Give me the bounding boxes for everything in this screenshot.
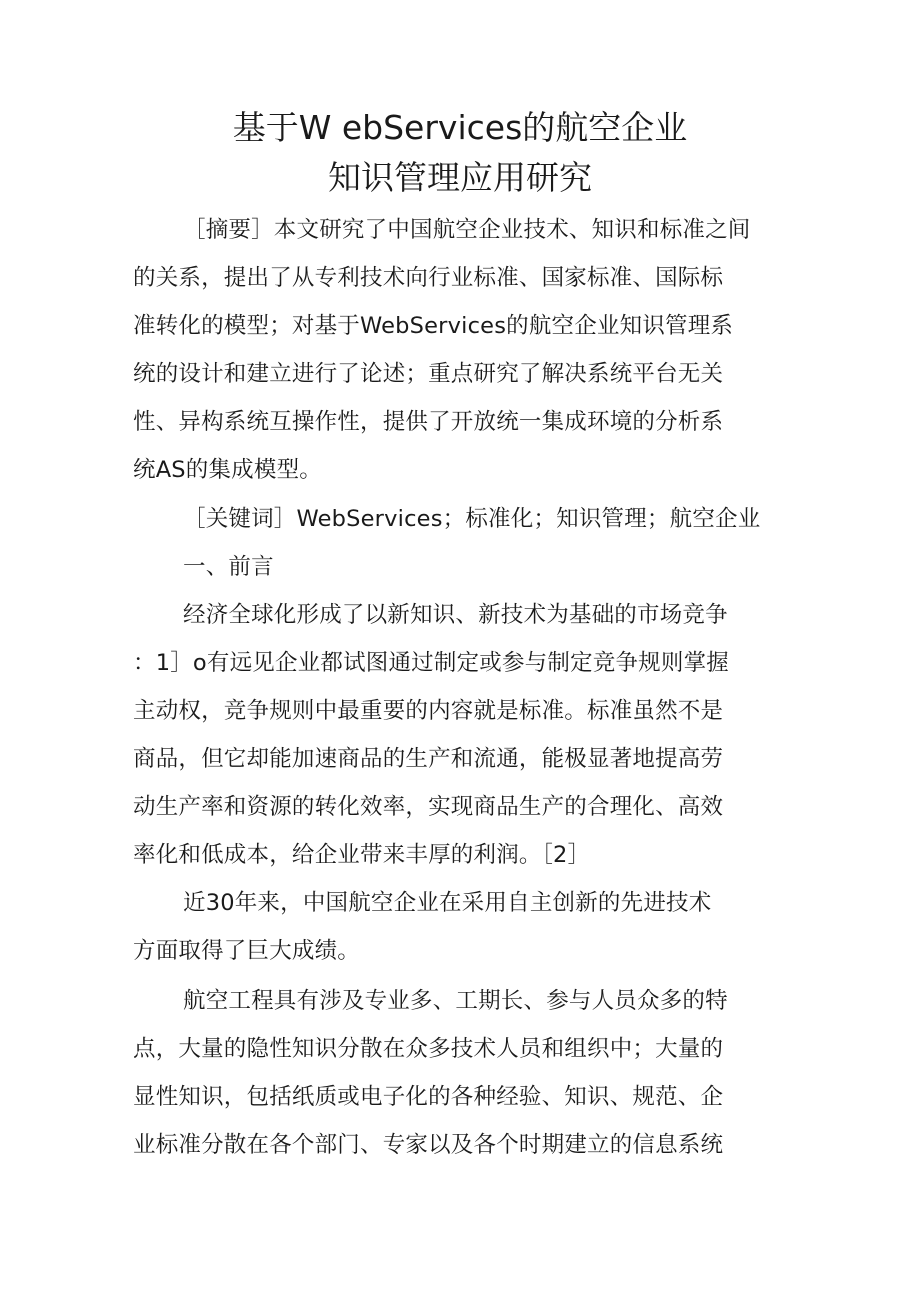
paragraph-line: 业标准分散在各个部门、专家以及各个时期建立的信息系统 (133, 1132, 724, 1158)
paper-title-line-2: 知识管理应用研究 (328, 158, 592, 197)
abstract-line: 的关系，提出了从专利技术向行业标准、国家标准、国际标 (133, 265, 724, 291)
abstract-line: 统AS的集成模型。 (133, 457, 322, 483)
paragraph-line: 航空工程具有涉及专业多、工期长、参与人员众多的特 (183, 988, 728, 1014)
paragraph-line: 率化和低成本，给企业带来丰厚的利润。［2］ (133, 842, 591, 868)
paragraph-line: 经济全球化形成了以新知识、新技术为基础的市场竞争 (183, 602, 728, 628)
abstract-line: 准转化的模型；对基于WebServices的航空企业知识管理系 (133, 313, 734, 339)
keywords: ［关键词］WebServices；标准化；知识管理；航空企业 (183, 506, 761, 532)
abstract-line: ［摘要］本文研究了中国航空企业技术、知识和标准之间 (183, 217, 751, 243)
paper-title-line-1: 基于W ebServices的航空企业 (232, 108, 688, 147)
abstract-line: 统的设计和建立进行了论述；重点研究了解决系统平台无关 (133, 361, 724, 387)
paragraph-line: 商品，但它却能加速商品的生产和流通，能极显著地提高劳 (133, 746, 724, 772)
paragraph-line: 显性知识，包括纸质或电子化的各种经验、知识、规范、企 (133, 1084, 724, 1110)
paragraph-line: 方面取得了巨大成绩。 (133, 938, 361, 964)
paragraph-line: 近30年来，中国航空企业在采用自主创新的先进技术 (183, 890, 712, 916)
paragraph-line: 点，大量的隐性知识分散在众多技术人员和组织中；大量的 (133, 1036, 724, 1062)
section-heading: 一、前言 (183, 554, 274, 580)
paragraph-line: 主动权，竞争规则中最重要的内容就是标准。标准虽然不是 (133, 698, 724, 724)
paragraph-line: ：1］o有远见企业都试图通过制定或参与制定竞争规则掌握 (133, 650, 729, 676)
paragraph-line: 动生产率和资源的转化效率，实现商品生产的合理化、高效 (133, 794, 724, 820)
abstract-line: 性、异构系统互操作性，提供了开放统一集成环境的分析系 (133, 409, 724, 435)
